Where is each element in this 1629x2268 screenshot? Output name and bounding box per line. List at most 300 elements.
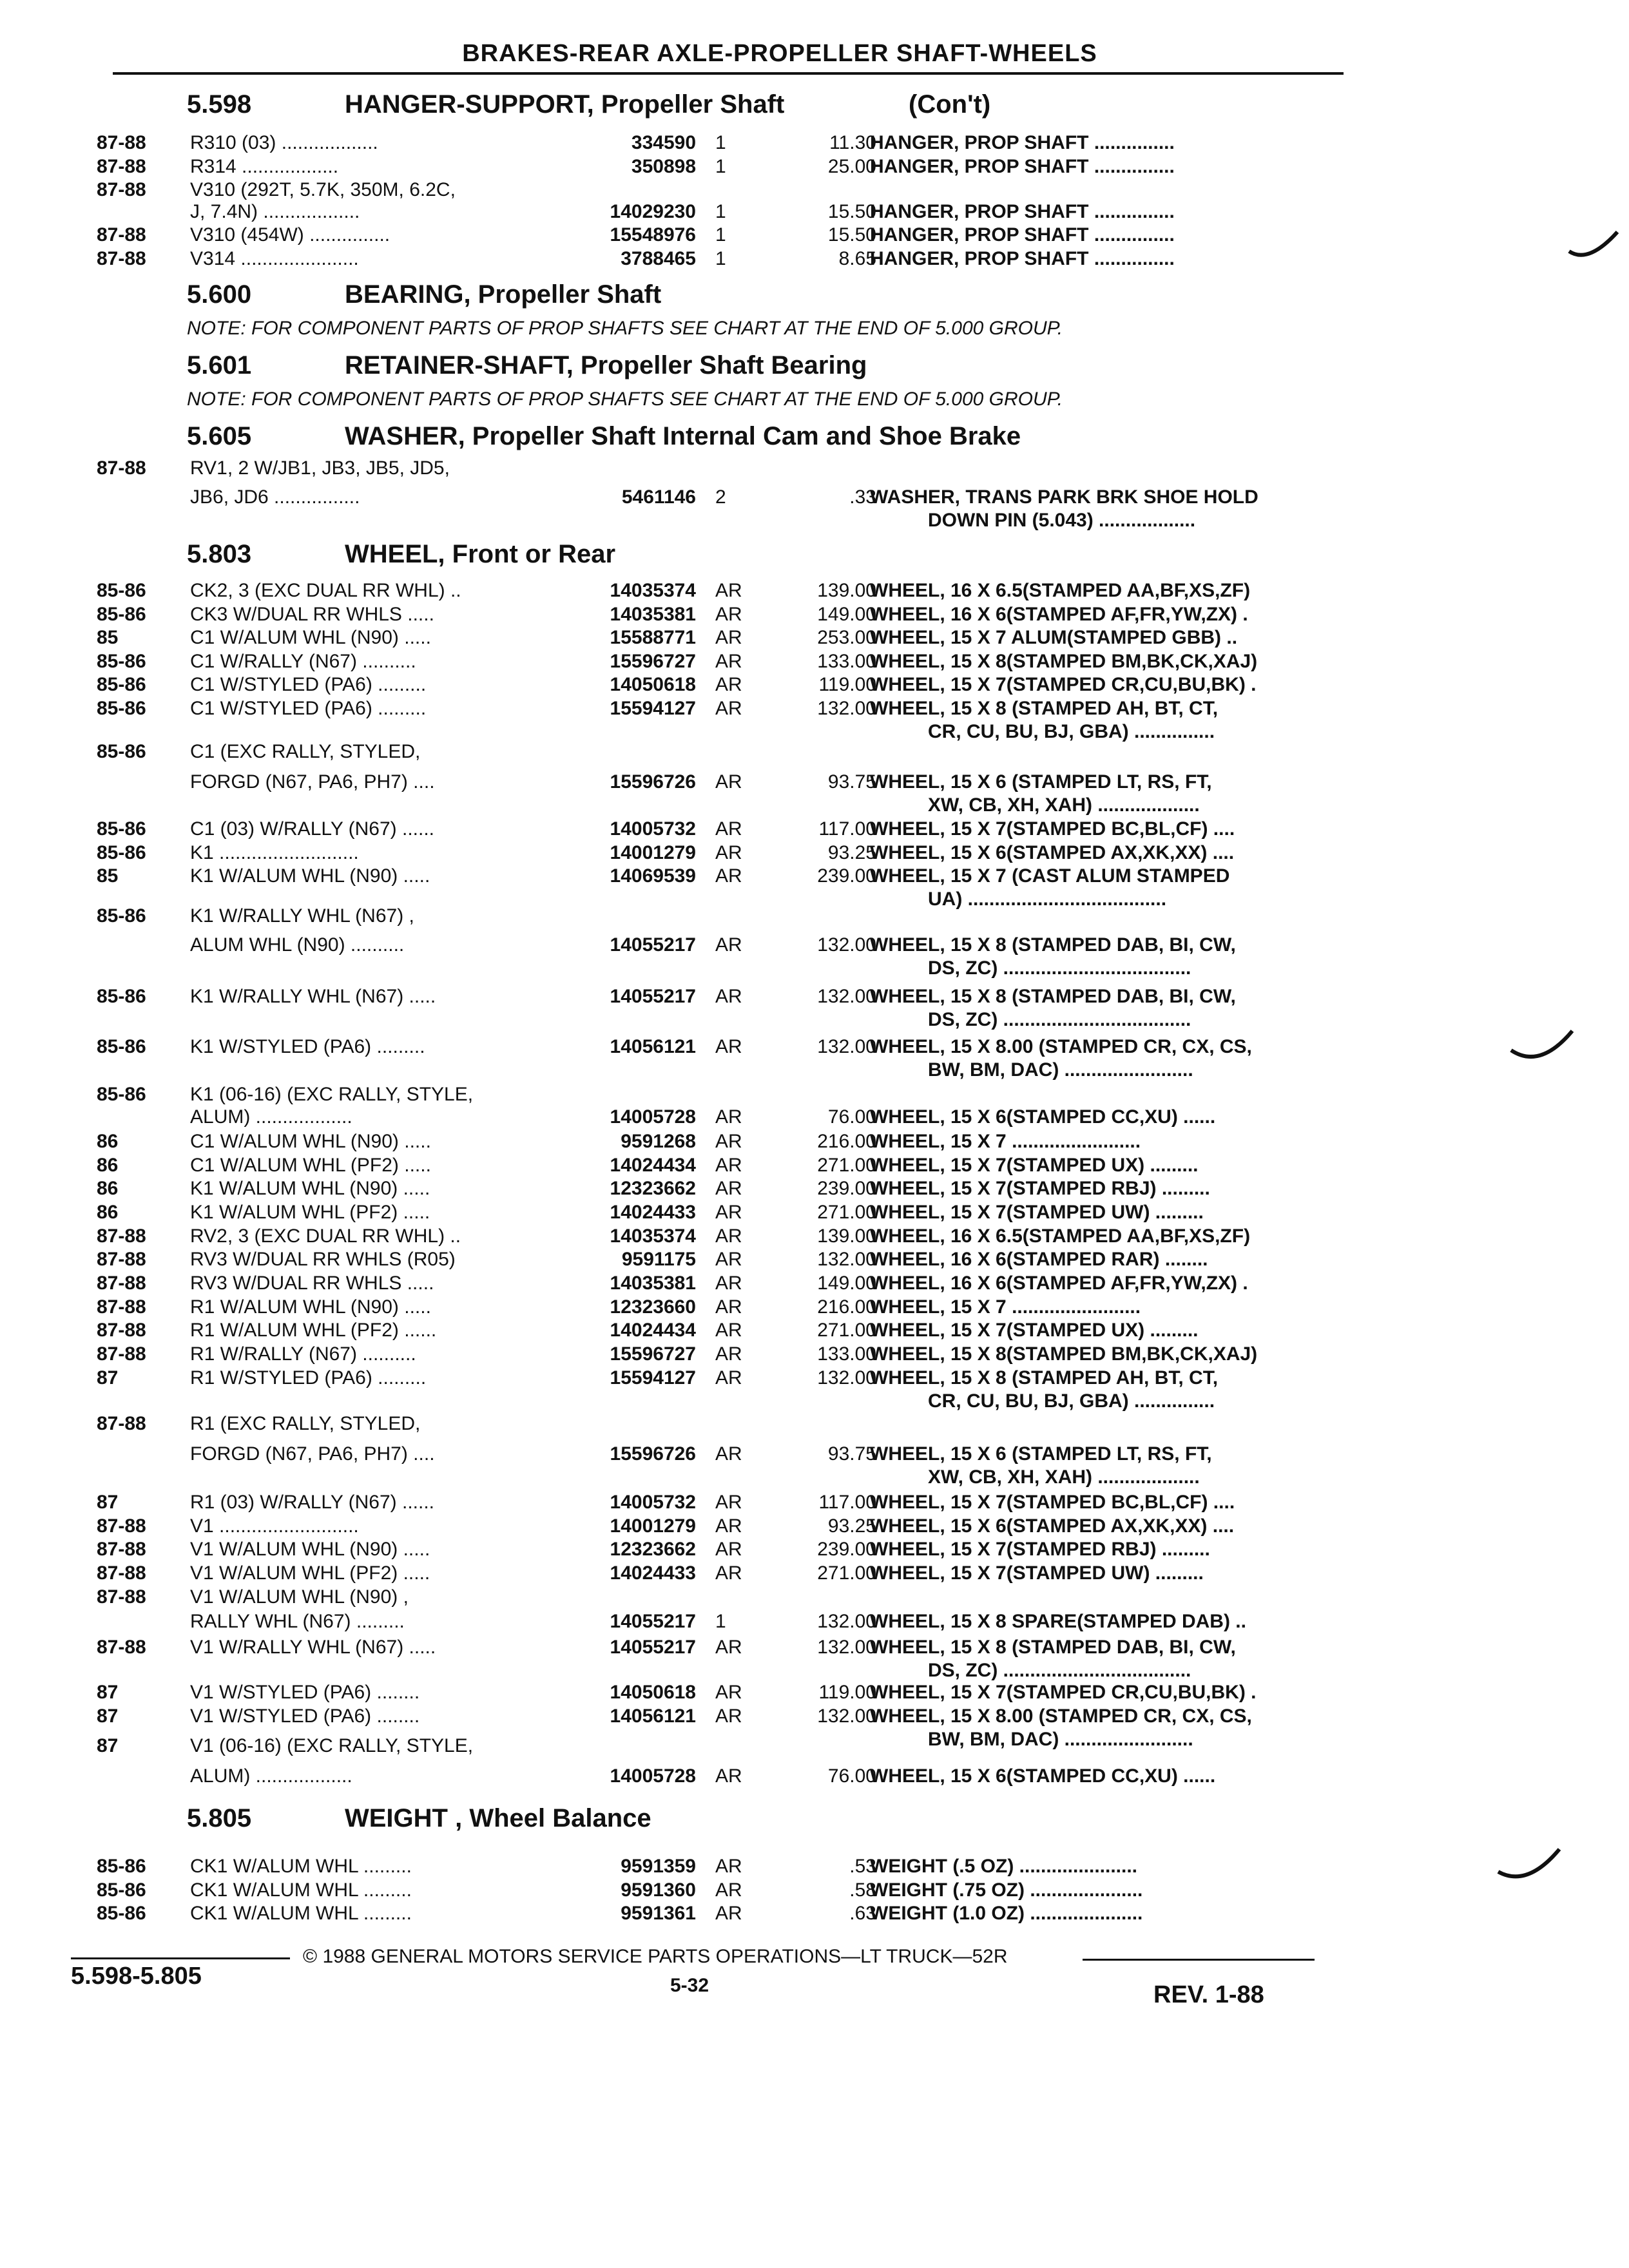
application-cell: CK1 W/ALUM WHL .........: [190, 1879, 412, 1901]
description-cell: WHEEL, 15 X 8 (STAMPED AH, BT, CT,: [870, 1367, 1219, 1389]
application-cell: K1 (06-16) (EXC RALLY, STYLE,: [190, 1084, 474, 1105]
description-cell: WHEEL, 15 X 7 ........................: [870, 1296, 1141, 1318]
year-cell: 86: [97, 1131, 119, 1152]
table-row: [97, 1903, 1534, 1931]
description-cell: WHEEL, 15 X 7(STAMPED UX) .........: [870, 1320, 1199, 1341]
section-heading: [187, 280, 1476, 316]
part-number-cell: 14024434: [610, 1155, 696, 1176]
year-cell: 87-88: [97, 1539, 146, 1560]
year-cell: 85-86: [97, 842, 146, 863]
description-continuation: DOWN PIN (5.043) ..................: [928, 510, 1196, 531]
year-cell: 87-88: [97, 248, 146, 269]
price-cell: 132.00: [817, 934, 876, 956]
description-cell: WHEEL, 15 X 6(STAMPED CC,XU) ......: [870, 1106, 1216, 1128]
section-note: NOTE: FOR COMPONENT PARTS OF PROP SHAFTS SEE CHART AT THE END OF 5.000 GROUP.: [187, 389, 1063, 410]
year-cell: 86: [97, 1155, 119, 1176]
price-cell: 149.00: [817, 1273, 876, 1294]
description-cell: WEIGHT (1.0 OZ) .....................: [870, 1903, 1143, 1924]
price-cell: 15.50: [827, 224, 876, 245]
application-cell: RV3 W/DUAL RR WHLS .....: [190, 1273, 434, 1294]
description-cell: WEIGHT (.5 OZ) ......................: [870, 1856, 1138, 1877]
footer-revision: REV. 1-88: [1153, 1981, 1264, 2008]
year-cell: 85-86: [97, 580, 146, 601]
quantity-cell: AR: [715, 1562, 742, 1584]
description-cell: WHEEL, 15 X 6 (STAMPED LT, RS, FT,: [870, 771, 1212, 793]
description-cell: WHEEL, 15 X 8 (STAMPED AH, BT, CT,: [870, 698, 1219, 719]
year-cell: 87-88: [97, 1637, 146, 1658]
section-title: HANGER-SUPPORT, Propeller Shaft: [345, 90, 785, 119]
application-cell: R1 W/ALUM WHL (PF2) ......: [190, 1320, 437, 1341]
section-note: NOTE: FOR COMPONENT PARTS OF PROP SHAFTS SEE CHART AT THE END OF 5.000 GROUP.: [187, 318, 1063, 339]
description-continuation: DS, ZC) ...................................: [928, 957, 1191, 979]
quantity-cell: 1: [715, 224, 726, 245]
part-number-cell: 9591175: [621, 1249, 696, 1270]
price-cell: 25.00: [827, 156, 876, 177]
quantity-cell: AR: [715, 1343, 742, 1365]
application-cell: R1 W/ALUM WHL (N90) .....: [190, 1296, 431, 1318]
application-cell: FORGD (N67, PA6, PH7) ....: [190, 771, 435, 793]
footer-copyright: © 1988 GENERAL MOTORS SERVICE PARTS OPERATIONS—LT TRUCK—52R: [303, 1946, 1008, 1967]
year-cell: 87: [97, 1492, 119, 1513]
price-cell: 132.00: [817, 1611, 876, 1632]
quantity-cell: AR: [715, 1202, 742, 1223]
section-continued: (Con't): [909, 90, 991, 119]
price-cell: 76.00: [827, 1106, 876, 1128]
quantity-cell: AR: [715, 1320, 742, 1341]
table-row: [97, 934, 1534, 979]
description-cell: WHEEL, 15 X 7(STAMPED UX) .........: [870, 1155, 1199, 1176]
price-cell: 117.00: [818, 1492, 876, 1513]
application-cell: C1 W/RALLY (N67) ..........: [190, 651, 416, 672]
price-cell: 8.65: [838, 248, 876, 269]
year-cell: 87-88: [97, 1296, 146, 1318]
description-continuation: DS, ZC) ...................................: [928, 1009, 1191, 1030]
price-cell: 76.00: [827, 1765, 876, 1787]
quantity-cell: AR: [715, 1131, 742, 1152]
description-cell: WHEEL, 15 X 8 (STAMPED DAB, BI, CW,: [870, 986, 1236, 1007]
section-number: 5.803: [187, 540, 252, 568]
part-number-cell: 9591361: [621, 1903, 696, 1924]
application-cell: V1 W/ALUM WHL (N90) .....: [190, 1539, 430, 1560]
table-row: [97, 1637, 1534, 1681]
application-cell: CK3 W/DUAL RR WHLS .....: [190, 604, 434, 625]
quantity-cell: AR: [715, 1273, 742, 1294]
quantity-cell: AR: [715, 1106, 742, 1128]
price-cell: 253.00: [817, 627, 876, 648]
part-number-cell: 5461146: [621, 486, 696, 508]
quantity-cell: AR: [715, 1443, 742, 1465]
application-cell: V1 ..........................: [190, 1515, 359, 1537]
header-rule: [113, 72, 1344, 75]
description-continuation: BW, BM, DAC) ........................: [928, 1729, 1193, 1750]
price-cell: 132.00: [817, 986, 876, 1007]
quantity-cell: AR: [715, 1036, 742, 1057]
part-number-cell: 14001279: [610, 1515, 696, 1537]
price-cell: 271.00: [817, 1202, 876, 1223]
section-title: WHEEL, Front or Rear: [345, 540, 616, 568]
description-continuation: DS, ZC) ...................................: [928, 1660, 1191, 1681]
part-number-cell: 12323660: [610, 1296, 696, 1318]
section-title: WEIGHT , Wheel Balance: [345, 1804, 651, 1832]
price-cell: 139.00: [817, 1225, 876, 1247]
year-cell: 85-86: [97, 1879, 146, 1901]
table-row: [97, 1611, 1534, 1639]
year-cell: 87-88: [97, 457, 146, 479]
description-cell: WHEEL, 15 X 6(STAMPED AX,XK,XX) ....: [870, 1515, 1235, 1537]
application-cell: RV1, 2 W/JB1, JB3, JB5, JD5,: [190, 457, 450, 479]
price-cell: .53: [849, 1856, 876, 1877]
quantity-cell: 2: [715, 486, 726, 508]
application-cell: K1 W/ALUM WHL (N90) .....: [190, 1178, 430, 1199]
quantity-cell: AR: [715, 604, 742, 625]
part-number-cell: 15588771: [610, 627, 696, 648]
quantity-cell: AR: [715, 986, 742, 1007]
table-row: [97, 486, 1534, 531]
price-cell: 93.25: [827, 1515, 876, 1537]
footer-rule-left: [71, 1957, 290, 1959]
page-title: BRAKES-REAR AXLE-PROPELLER SHAFT-WHEELS: [462, 40, 1097, 67]
year-cell: 85: [97, 627, 119, 648]
part-number-cell: 15596727: [610, 1343, 696, 1365]
application-cell: C1 W/ALUM WHL (N90) .....: [190, 1131, 431, 1152]
application-cell: C1 (EXC RALLY, STYLED,: [190, 741, 421, 762]
description-cell: WHEEL, 16 X 6(STAMPED RAR) ........: [870, 1249, 1208, 1270]
check-mark: [1495, 1843, 1566, 1888]
footer-rule-right: [1083, 1959, 1315, 1961]
quantity-cell: AR: [715, 842, 742, 863]
quantity-cell: AR: [715, 1515, 742, 1537]
price-cell: 15.50: [827, 201, 876, 222]
application-cell: V314 ......................: [190, 248, 359, 269]
description-cell: WHEEL, 15 X 7(STAMPED RBJ) .........: [870, 1539, 1210, 1560]
quantity-cell: AR: [715, 627, 742, 648]
price-cell: 239.00: [817, 1539, 876, 1560]
part-number-cell: 15594127: [610, 698, 696, 719]
part-number-cell: 15594127: [610, 1367, 696, 1389]
part-number-cell: 350898: [631, 156, 696, 177]
quantity-cell: AR: [715, 771, 742, 793]
description-cell: WHEEL, 16 X 6.5(STAMPED AA,BF,XS,ZF): [870, 580, 1251, 601]
application-cell: V310 (454W) ...............: [190, 224, 390, 245]
application-cell: V1 W/RALLY WHL (N67) .....: [190, 1637, 436, 1658]
application-cell: CK1 W/ALUM WHL .........: [190, 1856, 412, 1877]
quantity-cell: AR: [715, 1903, 742, 1924]
year-cell: 85-86: [97, 818, 146, 840]
year-cell: 85-86: [97, 698, 146, 719]
price-cell: 132.00: [817, 1637, 876, 1658]
quantity-cell: AR: [715, 1765, 742, 1787]
section-number: 5.600: [187, 280, 252, 309]
quantity-cell: AR: [715, 1637, 742, 1658]
quantity-cell: AR: [715, 1539, 742, 1560]
price-cell: 93.75: [827, 1443, 876, 1465]
section-heading: [187, 540, 1476, 576]
application-cell: K1 W/ALUM WHL (PF2) .....: [190, 1202, 430, 1223]
application-cell: V1 W/ALUM WHL (PF2) .....: [190, 1562, 430, 1584]
section-title: BEARING, Propeller Shaft: [345, 280, 662, 309]
description-cell: WHEEL, 15 X 7(STAMPED BC,BL,CF) ....: [870, 1492, 1235, 1513]
part-number-cell: 9591268: [621, 1131, 696, 1152]
description-cell: HANGER, PROP SHAFT ...............: [870, 156, 1175, 177]
price-cell: 119.00: [818, 1682, 876, 1703]
description-cell: WHEEL, 15 X 7 ........................: [870, 1131, 1141, 1152]
part-number-cell: 15596726: [610, 771, 696, 793]
price-cell: 271.00: [817, 1320, 876, 1341]
description-cell: WHEEL, 15 X 8(STAMPED BM,BK,CK,XAJ): [870, 1343, 1258, 1365]
price-cell: 132.00: [817, 1706, 876, 1727]
price-cell: 271.00: [817, 1155, 876, 1176]
year-cell: 87: [97, 1367, 119, 1389]
description-cell: WHEEL, 15 X 8.00 (STAMPED CR, CX, CS,: [870, 1706, 1252, 1727]
description-cell: WHEEL, 15 X 8 (STAMPED DAB, BI, CW,: [870, 1637, 1236, 1658]
part-number-cell: 14050618: [610, 1682, 696, 1703]
table-row: [97, 865, 1534, 910]
application-cell: C1 W/STYLED (PA6) .........: [190, 698, 427, 719]
part-number-cell: 14035374: [610, 1225, 696, 1247]
section-heading: [187, 351, 1476, 387]
price-cell: .58: [849, 1879, 876, 1901]
description-continuation: UA) .....................................: [928, 889, 1167, 910]
section-number: 5.805: [187, 1804, 252, 1832]
part-number-cell: 14024434: [610, 1320, 696, 1341]
year-cell: 87-88: [97, 1249, 146, 1270]
year-cell: 86: [97, 1178, 119, 1199]
description-cell: WASHER, TRANS PARK BRK SHOE HOLD: [870, 486, 1258, 508]
quantity-cell: AR: [715, 865, 742, 887]
quantity-cell: AR: [715, 1367, 742, 1389]
section-heading: [187, 90, 1476, 126]
quantity-cell: AR: [715, 651, 742, 672]
description-cell: WHEEL, 16 X 6(STAMPED AF,FR,YW,ZX) .: [870, 604, 1248, 625]
section-title: RETAINER-SHAFT, Propeller Shaft Bearing: [345, 351, 867, 380]
description-cell: HANGER, PROP SHAFT ...............: [870, 224, 1175, 245]
part-number-cell: 14055217: [610, 934, 696, 956]
quantity-cell: AR: [715, 1296, 742, 1318]
table-row: [97, 1413, 1534, 1441]
part-number-cell: 14001279: [610, 842, 696, 863]
part-number-cell: 3788465: [621, 248, 696, 269]
year-cell: 87-88: [97, 1586, 146, 1608]
part-number-cell: 14024433: [610, 1202, 696, 1223]
application-cell: R1 (EXC RALLY, STYLED,: [190, 1413, 421, 1434]
application-cell: V1 W/STYLED (PA6) ........: [190, 1706, 420, 1727]
check-mark: [1566, 226, 1624, 271]
year-cell: 87-88: [97, 1562, 146, 1584]
quantity-cell: AR: [715, 698, 742, 719]
price-cell: 239.00: [817, 865, 876, 887]
description-cell: WHEEL, 15 X 7(STAMPED CR,CU,BU,BK) .: [870, 1682, 1257, 1703]
year-cell: 87: [97, 1682, 119, 1703]
quantity-cell: AR: [715, 1682, 742, 1703]
description-cell: WHEEL, 15 X 8(STAMPED BM,BK,CK,XAJ): [870, 651, 1258, 672]
price-cell: 149.00: [817, 604, 876, 625]
year-cell: 85-86: [97, 1084, 146, 1105]
quantity-cell: 1: [715, 132, 726, 153]
price-cell: 11.30: [829, 132, 876, 153]
part-number-cell: 12323662: [610, 1178, 696, 1199]
description-cell: HANGER, PROP SHAFT ...............: [870, 248, 1175, 269]
application-cell: JB6, JD6 ................: [190, 486, 360, 508]
application-cell: J, 7.4N) ..................: [190, 201, 360, 222]
application-cell: ALUM WHL (N90) ..........: [190, 934, 405, 956]
price-cell: 119.00: [818, 674, 876, 695]
description-cell: WHEEL, 16 X 6.5(STAMPED AA,BF,XS,ZF): [870, 1225, 1251, 1247]
application-cell: V1 W/STYLED (PA6) ........: [190, 1682, 420, 1703]
part-number-cell: 14005732: [610, 1492, 696, 1513]
year-cell: 85-86: [97, 1903, 146, 1924]
description-cell: WHEEL, 16 X 6(STAMPED AF,FR,YW,ZX) .: [870, 1273, 1248, 1294]
description-continuation: CR, CU, BU, BJ, GBA) ...............: [928, 1390, 1215, 1412]
section-number: 5.601: [187, 351, 252, 380]
quantity-cell: AR: [715, 1178, 742, 1199]
description-cell: WHEEL, 15 X 8.00 (STAMPED CR, CX, CS,: [870, 1036, 1252, 1057]
price-cell: 133.00: [817, 1343, 876, 1365]
quantity-cell: AR: [715, 1155, 742, 1176]
part-number-cell: 9591359: [621, 1856, 696, 1877]
description-cell: HANGER, PROP SHAFT ...............: [870, 132, 1175, 153]
quantity-cell: AR: [715, 1249, 742, 1270]
application-cell: V1 W/ALUM WHL (N90) ,: [190, 1586, 409, 1608]
description-cell: WHEEL, 15 X 7(STAMPED UW) .........: [870, 1202, 1204, 1223]
part-number-cell: 14005728: [610, 1106, 696, 1128]
quantity-cell: 1: [715, 201, 726, 222]
description-continuation: BW, BM, DAC) ........................: [928, 1059, 1193, 1081]
application-cell: K1 W/ALUM WHL (N90) .....: [190, 865, 430, 887]
price-cell: 117.00: [818, 818, 876, 840]
year-cell: 87: [97, 1735, 119, 1756]
description-cell: WHEEL, 15 X 8 SPARE(STAMPED DAB) ..: [870, 1611, 1246, 1632]
application-cell: FORGD (N67, PA6, PH7) ....: [190, 1443, 435, 1465]
part-number-cell: 14035381: [610, 1273, 696, 1294]
description-cell: WHEEL, 15 X 7(STAMPED UW) .........: [870, 1562, 1204, 1584]
quantity-cell: AR: [715, 934, 742, 956]
price-cell: 132.00: [817, 698, 876, 719]
description-continuation: XW, CB, XH, XAH) ...................: [928, 794, 1200, 816]
price-cell: .63: [849, 1903, 876, 1924]
table-row: [97, 457, 1534, 486]
application-cell: C1 (03) W/RALLY (N67) ......: [190, 818, 434, 840]
year-cell: 87: [97, 1706, 119, 1727]
part-number-cell: 14055217: [610, 1611, 696, 1632]
part-number-cell: 15596727: [610, 651, 696, 672]
quantity-cell: AR: [715, 1706, 742, 1727]
section-title: WASHER, Propeller Shaft Internal Cam and Shoe Brake: [345, 422, 1021, 450]
application-cell: V1 (06-16) (EXC RALLY, STYLE,: [190, 1735, 474, 1756]
year-cell: 86: [97, 1202, 119, 1223]
table-row: [97, 1735, 1534, 1763]
application-cell: R1 W/RALLY (N67) ..........: [190, 1343, 416, 1365]
part-number-cell: 12323662: [610, 1539, 696, 1560]
part-number-cell: 14035381: [610, 604, 696, 625]
application-cell: R1 W/STYLED (PA6) .........: [190, 1367, 427, 1389]
year-cell: 87-88: [97, 1413, 146, 1434]
footer-range: 5.598-5.805: [71, 1963, 202, 1990]
application-cell: CK2, 3 (EXC DUAL RR WHL) ..: [190, 580, 461, 601]
part-number-cell: 14035374: [610, 580, 696, 601]
table-row: [97, 248, 1534, 276]
table-row: [97, 905, 1534, 934]
description-cell: WHEEL, 15 X 7(STAMPED BC,BL,CF) ....: [870, 818, 1235, 840]
price-cell: 132.00: [817, 1036, 876, 1057]
description-cell: WHEEL, 15 X 7 (CAST ALUM STAMPED: [870, 865, 1230, 887]
year-cell: 85-86: [97, 604, 146, 625]
check-mark: [1508, 1024, 1579, 1070]
price-cell: 132.00: [817, 1367, 876, 1389]
year-cell: 87-88: [97, 1343, 146, 1365]
application-cell: RALLY WHL (N67) .........: [190, 1611, 405, 1632]
table-row: [97, 1367, 1534, 1412]
application-cell: C1 W/ALUM WHL (PF2) .....: [190, 1155, 431, 1176]
price-cell: 93.25: [827, 842, 876, 863]
year-cell: 87-88: [97, 224, 146, 245]
section-number: 5.605: [187, 422, 252, 450]
application-cell: CK1 W/ALUM WHL .........: [190, 1903, 412, 1924]
application-cell: K1 W/RALLY WHL (N67) .....: [190, 986, 436, 1007]
application-cell: C1 W/STYLED (PA6) .........: [190, 674, 427, 695]
year-cell: 87-88: [97, 1515, 146, 1537]
part-number-cell: 14050618: [610, 674, 696, 695]
description-cell: HANGER, PROP SHAFT ...............: [870, 201, 1175, 222]
quantity-cell: AR: [715, 1225, 742, 1247]
application-cell: K1 W/RALLY WHL (N67) ,: [190, 905, 414, 927]
description-cell: WHEEL, 15 X 6 (STAMPED LT, RS, FT,: [870, 1443, 1212, 1465]
description-cell: WEIGHT (.75 OZ) .....................: [870, 1879, 1143, 1901]
part-number-cell: 14005732: [610, 818, 696, 840]
description-cell: WHEEL, 15 X 7(STAMPED RBJ) .........: [870, 1178, 1210, 1199]
price-cell: 93.75: [827, 771, 876, 793]
quantity-cell: AR: [715, 674, 742, 695]
price-cell: 139.00: [817, 580, 876, 601]
quantity-cell: AR: [715, 580, 742, 601]
part-number-cell: 14056121: [610, 1036, 696, 1057]
quantity-cell: AR: [715, 1492, 742, 1513]
part-number-cell: 9591360: [621, 1879, 696, 1901]
description-continuation: XW, CB, XH, XAH) ...................: [928, 1466, 1200, 1488]
application-cell: K1 ..........................: [190, 842, 359, 863]
application-cell: RV3 W/DUAL RR WHLS (R05): [190, 1249, 456, 1270]
description-cell: WHEEL, 15 X 6(STAMPED CC,XU) ......: [870, 1765, 1216, 1787]
table-row: [97, 1036, 1534, 1081]
year-cell: 85-86: [97, 1036, 146, 1057]
year-cell: 85-86: [97, 986, 146, 1007]
application-cell: K1 W/STYLED (PA6) .........: [190, 1036, 425, 1057]
description-cell: WHEEL, 15 X 7 ALUM(STAMPED GBB) ..: [870, 627, 1238, 648]
table-row: [97, 1765, 1534, 1794]
application-cell: V310 (292T, 5.7K, 350M, 6.2C,: [190, 179, 456, 200]
part-number-cell: 14024433: [610, 1562, 696, 1584]
part-number-cell: 14069539: [610, 865, 696, 887]
year-cell: 87-88: [97, 179, 146, 200]
year-cell: 87-88: [97, 132, 146, 153]
section-heading: [187, 1804, 1476, 1840]
year-cell: 85-86: [97, 905, 146, 927]
price-cell: 216.00: [817, 1296, 876, 1318]
table-row: [97, 771, 1534, 816]
description-cell: WHEEL, 15 X 8 (STAMPED DAB, BI, CW,: [870, 934, 1236, 956]
section-heading: [187, 422, 1476, 458]
table-row: [97, 1443, 1534, 1488]
price-cell: 216.00: [817, 1131, 876, 1152]
part-number-cell: 14055217: [610, 1637, 696, 1658]
quantity-cell: AR: [715, 1856, 742, 1877]
price-cell: 239.00: [817, 1178, 876, 1199]
price-cell: 132.00: [817, 1249, 876, 1270]
application-cell: R310 (03) ..................: [190, 132, 378, 153]
table-row: [97, 698, 1534, 742]
price-cell: .33: [849, 486, 876, 508]
quantity-cell: 1: [715, 156, 726, 177]
application-cell: RV2, 3 (EXC DUAL RR WHL) ..: [190, 1225, 461, 1247]
